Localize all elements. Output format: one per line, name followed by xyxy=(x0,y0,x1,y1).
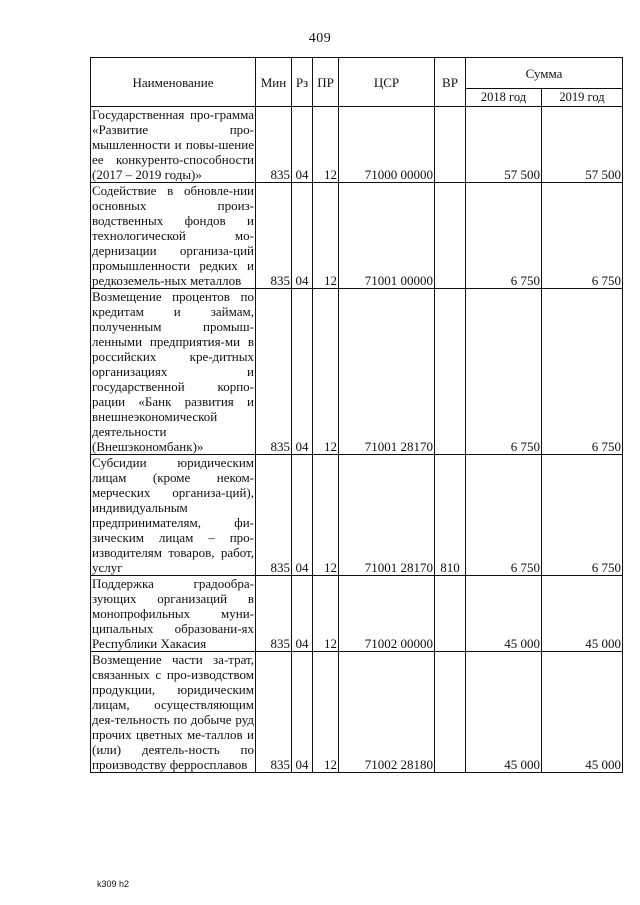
row-sum-2018: 6 750 xyxy=(466,455,542,576)
row-min: 835 xyxy=(256,107,292,183)
table-row xyxy=(91,576,623,652)
row-pr: 12 xyxy=(313,576,339,652)
row-csr: 71002 00000 xyxy=(339,576,435,652)
row-min: 835 xyxy=(256,183,292,289)
row-csr: 71000 00000 xyxy=(339,107,435,183)
row-min: 835 xyxy=(256,289,292,455)
row-pr: 12 xyxy=(313,107,339,183)
row-vr xyxy=(435,576,466,652)
row-vr xyxy=(435,183,466,289)
table-row xyxy=(91,652,623,773)
row-sum-2019: 6 750 xyxy=(542,183,623,289)
row-sum-2019: 6 750 xyxy=(542,289,623,455)
header-name: Наименование xyxy=(91,58,256,107)
row-name: Возмещение процентов по кредитам и займам, полученным промыш-ленными предприятия-ми в российских кре-дитных организациях и государственной корпо-рации «Банк развития и внешнеэкономической деятельности (Внешэкономбанк)» xyxy=(92,289,254,454)
budget-table xyxy=(90,57,623,773)
header-year-2018: 2018 год xyxy=(466,89,542,107)
row-vr xyxy=(435,652,466,773)
row-sum-2018: 45 000 xyxy=(466,576,542,652)
row-pr: 12 xyxy=(313,652,339,773)
row-rz: 04 xyxy=(292,455,313,576)
row-csr: 71001 28170 xyxy=(339,455,435,576)
row-rz: 04 xyxy=(292,576,313,652)
row-sum-2019: 45 000 xyxy=(542,652,623,773)
table-row xyxy=(91,455,623,576)
header-csr: ЦСР xyxy=(339,58,435,107)
row-sum-2018: 6 750 xyxy=(466,289,542,455)
header-pr: ПР xyxy=(313,58,339,107)
row-name: Возмещение части за-трат, связанных с про-изводством продукции, юридическим лицам, осуществляющим дея-тельность по добыче руд прочих цветных ме-таллов и (или) деятель-ность по производству ферросплавов xyxy=(92,652,254,772)
row-sum-2018: 6 750 xyxy=(466,183,542,289)
row-min: 835 xyxy=(256,455,292,576)
header-vr: ВР xyxy=(435,58,466,107)
row-sum-2019: 45 000 xyxy=(542,576,623,652)
row-rz: 04 xyxy=(292,107,313,183)
row-rz: 04 xyxy=(292,652,313,773)
header-rz: Рз xyxy=(292,58,313,107)
row-sum-2018: 45 000 xyxy=(466,652,542,773)
row-rz: 04 xyxy=(292,183,313,289)
row-name: Субсидии юридическим лицам (кроме неком-мерческих организа-ций), индивидуальным предпринимателям, фи-зическим лицам – про-изводителям товаров, работ, услуг xyxy=(92,455,254,575)
page-number: 409 xyxy=(308,31,332,46)
row-vr xyxy=(435,107,466,183)
row-name: Государственная про-грамма «Развитие про-мышленности и повы-шение ее конкуренто-способности (2017 – 2019 годы)» xyxy=(92,107,254,182)
table-row xyxy=(91,289,623,455)
row-sum-2019: 57 500 xyxy=(542,107,623,183)
row-pr: 12 xyxy=(313,289,339,455)
row-pr: 12 xyxy=(313,455,339,576)
header-sum: Сумма xyxy=(466,58,623,89)
table-row xyxy=(91,183,623,289)
table-row xyxy=(91,107,623,183)
row-csr: 71002 28180 xyxy=(339,652,435,773)
row-rz: 04 xyxy=(292,289,313,455)
row-vr xyxy=(435,289,466,455)
row-sum-2019: 6 750 xyxy=(542,455,623,576)
row-name: Содействие в обновле-нии основных произ-водственных фондов и технологической мо-дернизации организа-ций промышленности редких и редкоземель-ных металлов xyxy=(92,183,254,288)
document-code: k309 h2 xyxy=(97,879,130,889)
row-min: 835 xyxy=(256,652,292,773)
row-name: Поддержка градообра-зующих организаций в монопрофильных муни-ципальных образовани-ях Республики Хакасия xyxy=(92,576,254,651)
row-min: 835 xyxy=(256,576,292,652)
row-vr: 810 xyxy=(435,455,466,576)
row-pr: 12 xyxy=(313,183,339,289)
row-sum-2018: 57 500 xyxy=(466,107,542,183)
header-year-2019: 2019 год xyxy=(542,89,623,107)
table-header xyxy=(91,58,623,107)
row-csr: 71001 28170 xyxy=(339,289,435,455)
header-min: Мин xyxy=(256,58,292,107)
row-csr: 71001 00000 xyxy=(339,183,435,289)
